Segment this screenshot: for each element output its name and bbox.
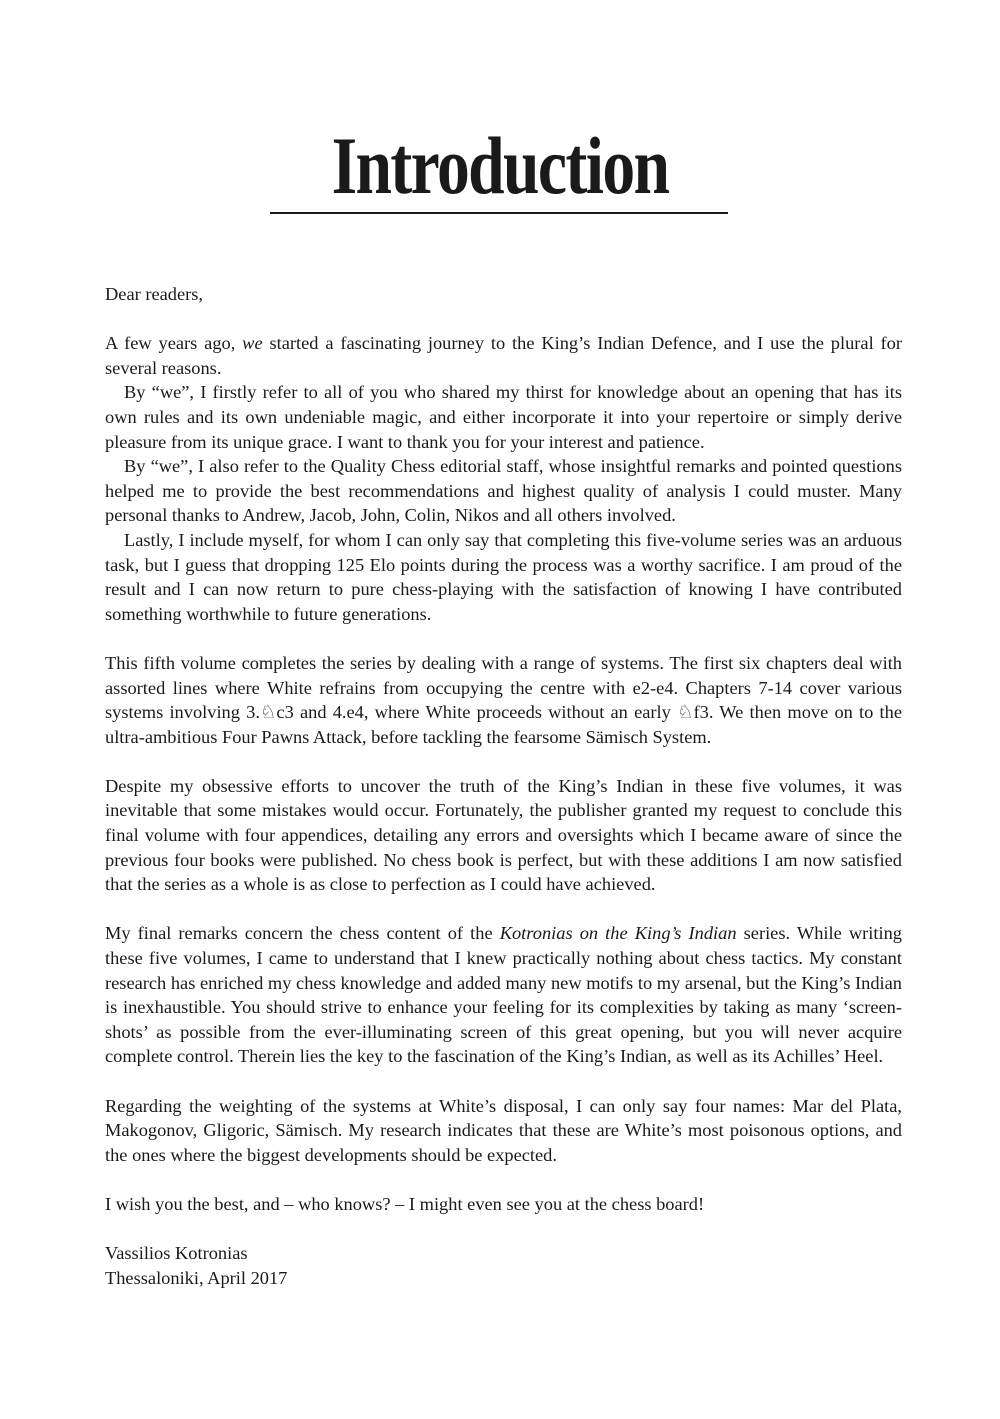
place-date: Thessaloniki, April 2017	[105, 1267, 288, 1288]
signature-block	[105, 1241, 902, 1290]
introduction-body	[105, 282, 902, 1290]
paragraph-1-start: A few years ago,	[105, 333, 243, 354]
paragraph-2: By “we”, I firstly refer to all of you who shared my thirst for knowledge about an opening that has its own rules and its own undeniable magic, and either incorporate it into your repertoire or simply derive pleasure from its unique grace. I want to thank you for your interest and patience.	[105, 382, 902, 452]
paragraph-7	[105, 921, 902, 1069]
paragraph-6: Despite my obsessive efforts to uncover the truth of the King’s Indian in these five volumes, it was inevitable that some mistakes would occur. Fortunately, the publisher granted my request to conclude this final volume with four appendices, detailing any errors and oversights which I became aware of since the previous four books were published. No chess book is perfect, but with these additions I am now satisfied that the series as a whole is as close to perfection as I could have achieved.	[105, 775, 902, 895]
paragraph-1-end: started a fascinating journey to the King’s Indian Defence, and I use the plural for several reasons.	[105, 333, 902, 378]
paragraph-8: Regarding the weighting of the systems at White’s disposal, I can only say four names: Mar del Plata, Makogonov, Gligoric, Sämisch. My research indicates that these are White’s most poisonous options, and the ones where the biggest developments should be expected.	[105, 1095, 902, 1165]
paragraph-1	[105, 331, 902, 380]
book-series-title: Kotronias on the King’s Indian	[499, 923, 737, 944]
salutation: Dear readers,	[105, 284, 204, 304]
paragraph-4: Lastly, I include myself, for whom I can only say that completing this five-volume series was an arduous task, but I guess that dropping 125 Elo points during the process was a worthy sacrifice. I am proud of the result and I can now return to pure chess-playing with the satisfaction of knowing I have contributed something worthwhile to future generations.	[105, 529, 902, 624]
paragraph-9: I wish you the best, and – who knows? – I might even see you at the chess board!	[105, 1193, 705, 1214]
paragraph-3: By “we”, I also refer to the Quality Chess editorial staff, whose insightful remarks and pointed questions helped me to provide the best recommendations and highest quality of analysis I could muster. Many personal thanks to Andrew, Jacob, John, Colin, Nikos and all others involved.	[105, 456, 902, 526]
paragraph-7-start: My final remarks concern the chess content of the	[105, 923, 500, 944]
paragraph-7-end: series. While writing these five volumes, I came to understand that I knew practically nothing about chess tactics. My constant research has enriched my chess knowledge and added many new motifs to my arsenal, but the King’s Indian is inexhaustible. You should strive to enhance your feeling for its complexities by taking as many ‘screen-shots’ as possible from the ever-illuminating screen of this great opening, but you will never acquire complete control. Therein lies the key to the fascination of the King’s Indian, as well as its Achilles’ Heel.	[105, 923, 902, 1067]
paragraph-1-emphasis: we	[242, 333, 263, 354]
paragraph-5: This fifth volume completes the series by dealing with a range of systems. The first six chapters deal with assorted lines where White refrains from occupying the centre with e2-e4. Chapters 7-14 cover various systems involving 3.♘c3 and 4.e4, where White proceeds without an early ♘f3. We then move on to the ultra-ambitious Four Pawns Attack, before tackling the fearsome Sämisch System.	[105, 652, 902, 747]
title-underline	[270, 212, 728, 214]
page-title: Introduction	[331, 120, 669, 211]
author-name: Vassilios Kotronias	[105, 1243, 248, 1264]
